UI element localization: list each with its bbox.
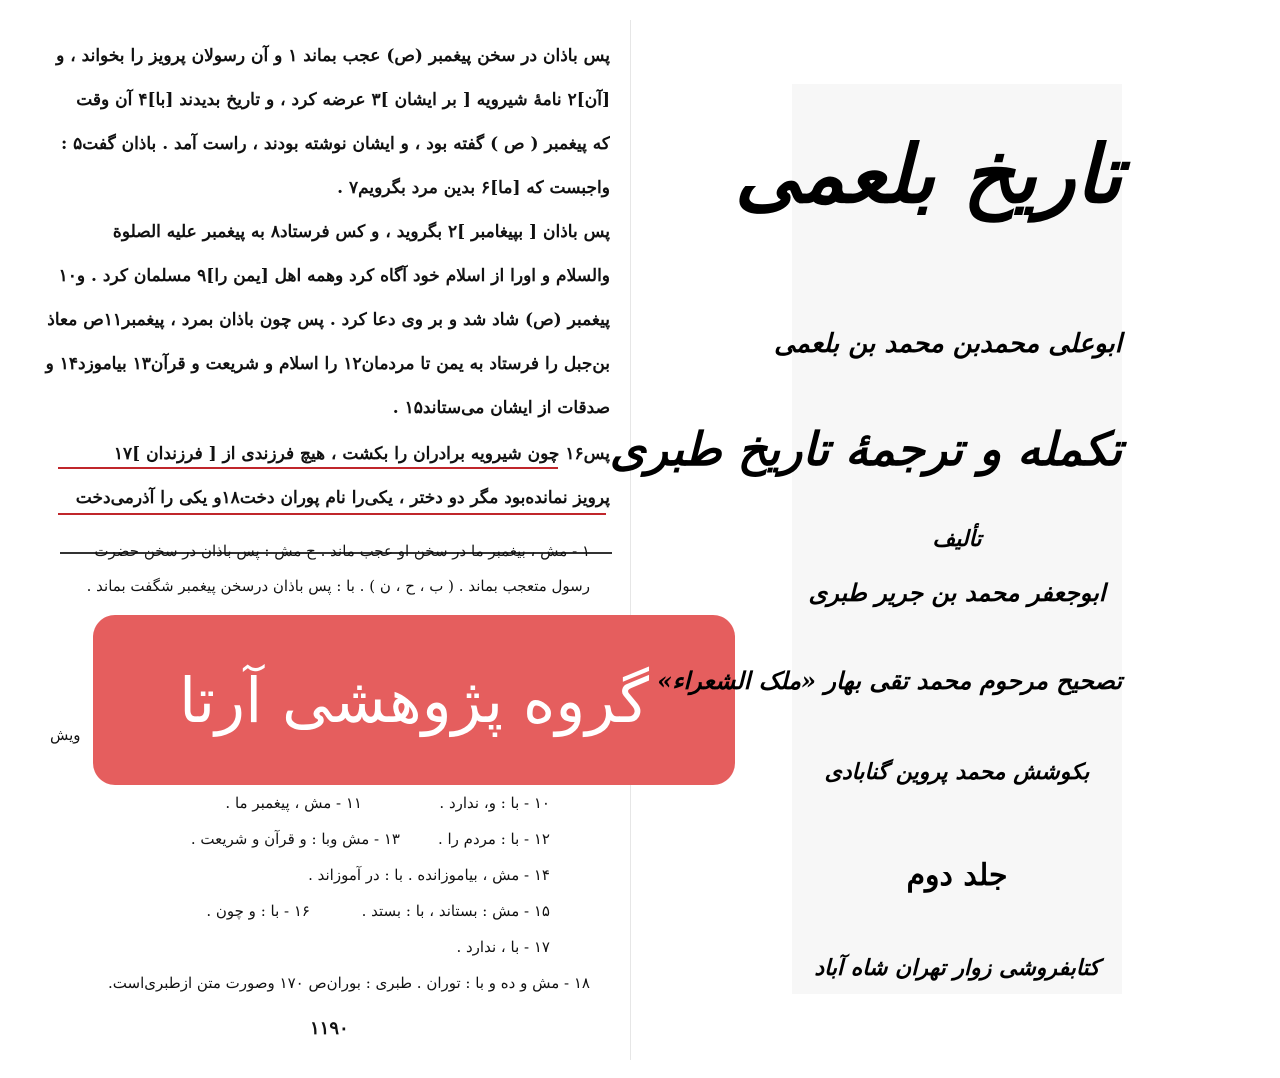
body-line-9: صدقات از ایشان می‌ستاند۱۵ .	[392, 398, 610, 418]
cover-corrected-by: تصحیح مرحوم محمد تقی بهار «ملک الشعراء»	[657, 666, 1122, 695]
page-number: ۱۱۹۰	[310, 1018, 349, 1039]
footnote-16: ۱۶ - با : و چون .	[206, 902, 310, 920]
footnote-1: ۱ - مش ، بیغمبر ما در سخن او عجب ماند . ح مش : پس باذان در سخن حضرت	[94, 542, 590, 560]
footnote-18: ۱۸ - مش و ده و با : توران . طبری : بوران‌ص ۱۷۰ وصورت متن ازطبری‌است.	[108, 974, 590, 992]
footnote-17: ۱۷ - با ، ندارد .	[456, 938, 550, 956]
footnote-15: ۱۵ - مش : بستاند ، با : بستد .	[361, 902, 550, 920]
cover-title: تاریخ بلعمی	[734, 127, 1122, 221]
footnote-14: ۱۴ - مش ، بیاموزانده . با : در آموزاند .	[308, 866, 550, 884]
left-page	[40, 30, 610, 1060]
footnote-10: ۱۰ - با : و، ندارد .	[439, 794, 550, 812]
body-line-3: که پیغمبر ( ص ) گفته بود ، و ایشان نوشته بودند ، راست آمد . باذان گفت۵ :	[60, 134, 610, 154]
cover-author: ابوعلی محمدبن محمد بن بلعمی	[774, 329, 1122, 359]
body-line-4: واجبست که [ما]۶ بدین مرد بگرویم۷ .	[337, 178, 610, 198]
banner-text: گروه پژوهشی آرتا	[179, 663, 649, 737]
body-line-8: بن‌جبل را فرستاد به یمن تا مردمان۱۲ را اسلام و شریعت و قرآن۱۳ بیاموزد۱۴ و	[45, 354, 610, 374]
cover-publisher: کتابفروشی زوار تهران شاه آباد	[814, 955, 1100, 981]
footnote-1-cont: رسول متعجب بماند . ( ب ، ح ، ن ) . با : پس باذان درسخن پیغمبر شگفت بماند .	[86, 577, 590, 595]
underline-2	[58, 513, 606, 515]
body-line-2: [آن]۲ نامهٔ شیرویه [ بر ایشان ]۳ عرضه کرد ، و تاریخ بدیدند [با]۴ آن وقت	[76, 90, 610, 110]
footnote-12: ۱۲ - با : مردم را .	[437, 830, 550, 848]
body-line-5: پس باذان [ بپیغامبر ]۲ بگروید ، و کس فرستاد۸ به پیغمبر علیه الصلوة	[112, 222, 610, 242]
footnote-11: ۱۱ - مش ، پیغمبر ما .	[225, 794, 362, 812]
body-line-10: پس۱۶ چون شیرویه برادران را بکشت ، هیچ فرزندی از [ فرزندان ]۱۷	[113, 444, 610, 464]
cover-volume: جلد دوم	[906, 858, 1008, 893]
footnote-fragment: ویش	[50, 726, 81, 744]
cover-composer: ابوجعفر محمد بن جریر طبری	[808, 578, 1106, 607]
footnote-13: ۱۳ - مش وبا : و قرآن و شریعت .	[190, 830, 400, 848]
underline-1	[58, 467, 558, 469]
cover-subtitle: تکمله و ترجمهٔ تاریخ طبری	[609, 422, 1122, 476]
body-line-7: پیغمبر (ص) شاد شد و بر وی دعا کرد . پس چون باذان بمرد ، پیغمبر۱۱ص معاذ	[47, 310, 610, 330]
watermark-banner	[93, 615, 735, 785]
page-divider	[630, 20, 631, 1060]
cover-page	[609, 84, 1122, 994]
cover-composed-label: تألیف	[932, 526, 982, 552]
body-line-1: پس باذان در سخن پیغمبر (ص) عجب بماند ۱ و آن رسولان پرویز را بخواند ، و	[56, 46, 610, 66]
body-line-6: والسلام و اورا از اسلام خود آگاه کرد وهمه اهل [یمن را]۹ مسلمان کرد . و۱۰	[58, 266, 610, 286]
cover-edited-by: بکوشش محمد پروین گنابادی	[824, 759, 1090, 785]
body-line-11: پرویز نمانده‌بود مگر دو دختر ، یکی‌را نام پوران دخت۱۸و یکی را آذرمی‌دخت	[75, 488, 610, 508]
